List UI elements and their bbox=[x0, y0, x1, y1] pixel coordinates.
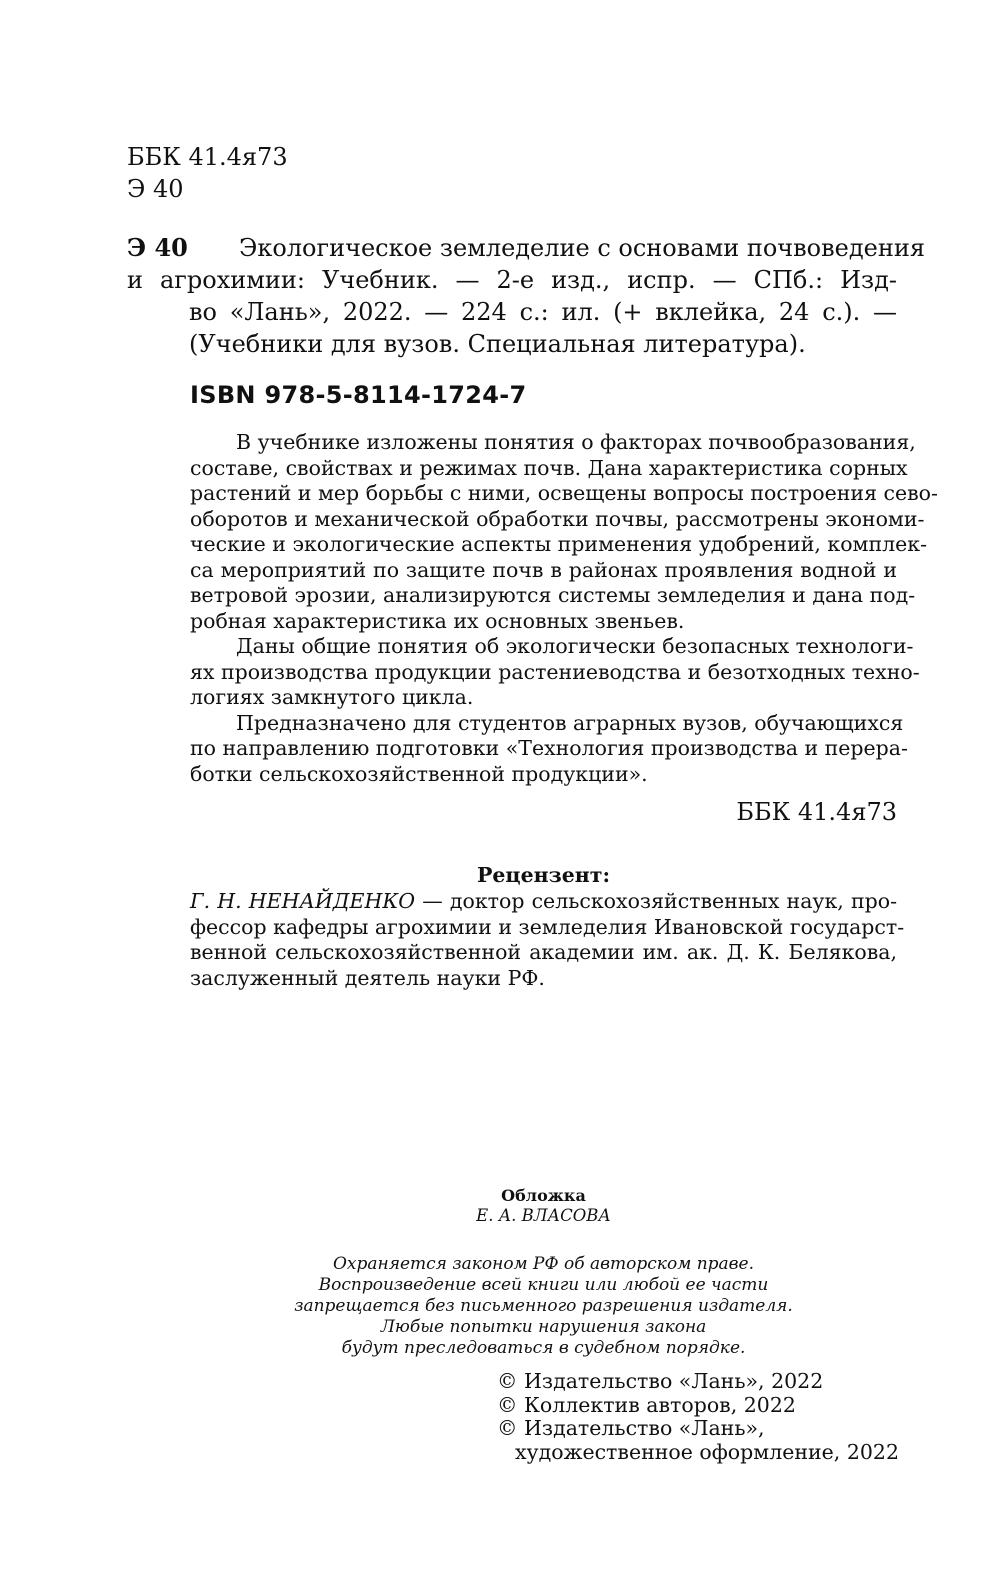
bbk-code-right: ББК 41.4я73 bbox=[736, 798, 897, 826]
reviewer-line: фессор кафедры агрохимии и земледелия Ивановской государст- bbox=[190, 914, 905, 939]
entry-author-mark: Э 40 bbox=[127, 233, 188, 262]
reviewer-line bbox=[190, 889, 897, 915]
annotation-line: Даны общие понятия об экологически безопасных технологи- bbox=[236, 634, 914, 658]
reviewer-line: венной сельскохозяйственной академии им. ак. Д. К. Белякова, bbox=[190, 940, 897, 964]
cover-designer: Е. А. ВЛАСОВА bbox=[476, 1206, 611, 1225]
isbn: ISBN 978-5-8114-1724-7 bbox=[190, 381, 527, 409]
copyright-line: будут преследоваться в судебном порядке. bbox=[341, 1338, 746, 1358]
annotation-line: ветровой эрозии, анализируются системы земледелия и дана под- bbox=[190, 583, 916, 607]
annotation-line: по направлению подготовки «Технология производства и перера- bbox=[190, 736, 908, 760]
annotation-line: робная характеристика их основных звеньев. bbox=[190, 608, 685, 633]
annotation-line: оборотов и механической обработки почвы, рассмотрены экономи- bbox=[190, 506, 925, 531]
bibliographic-entry bbox=[127, 232, 925, 360]
rights-block bbox=[497, 1370, 899, 1464]
annotation bbox=[190, 430, 938, 787]
reviewer-heading: Рецензент: bbox=[476, 863, 611, 887]
entry-line: Экологическое земледелие с основами почвоведения bbox=[239, 234, 925, 262]
copyright-line: Охраняется законом РФ об авторском праве. bbox=[332, 1254, 755, 1274]
copyright-notice bbox=[190, 1254, 897, 1359]
rights-line: © Издательство «Лань», 2022 bbox=[497, 1369, 824, 1393]
annotation-line: В учебнике изложены понятия о факторах почвообразования, bbox=[236, 430, 916, 454]
reviewer-line: заслуженный деятель науки РФ. bbox=[190, 965, 545, 990]
bbk-code: ББК 41.4я73 bbox=[127, 143, 288, 171]
annotation-line: ческие и экологические аспекты применения удобрений, комплек- bbox=[190, 532, 928, 556]
copyright-line: Воспроизведение всей книги или любой ее части bbox=[318, 1275, 769, 1295]
annotation-line: логиях замкнутого цикла. bbox=[190, 685, 474, 709]
entry-line: и агрохимии: Учебник. — 2-е изд., испр. — СПб.: Изд- bbox=[127, 266, 897, 294]
entry-line: во «Лань», 2022. — 224 с.: ил. (+ вклейка, 24 с.). — bbox=[189, 298, 897, 326]
annotation-line: ботки сельскохозяйственной продукции». bbox=[190, 761, 648, 786]
reviewer-block bbox=[190, 889, 905, 991]
author-mark: Э 40 bbox=[127, 175, 184, 203]
annotation-line: растений и мер борьбы с ними, освещены вопросы построения сево- bbox=[190, 481, 938, 505]
rights-line: художественное оформление, 2022 bbox=[515, 1439, 900, 1464]
annotation-line: составе, свойствах и режимах почв. Дана характеристика сорных bbox=[190, 455, 908, 480]
reviewer-name: Г. Н. НЕНАЙДЕНКО bbox=[190, 889, 416, 913]
copyright-line: Любые попытки нарушения закона bbox=[380, 1317, 707, 1337]
copyright-line: запрещается без письменного разрешения издателя. bbox=[294, 1296, 793, 1316]
cover-heading: Обложка bbox=[501, 1186, 586, 1205]
annotation-line: Предназначено для студентов аграрных вузов, обучающихся bbox=[236, 710, 904, 735]
rights-line: © Издательство «Лань», bbox=[497, 1416, 765, 1440]
annotation-line: са мероприятий по защите почв в районах проявления водной и bbox=[190, 557, 897, 582]
annotation-line: ях производства продукции растениеводства и безотходных техно- bbox=[190, 659, 920, 684]
entry-line: (Учебники для вузов. Специальная литература). bbox=[189, 330, 806, 358]
reviewer-description: — доктор сельскохозяйственных наук, про- bbox=[415, 889, 897, 913]
rights-line: © Коллектив авторов, 2022 bbox=[497, 1392, 796, 1417]
